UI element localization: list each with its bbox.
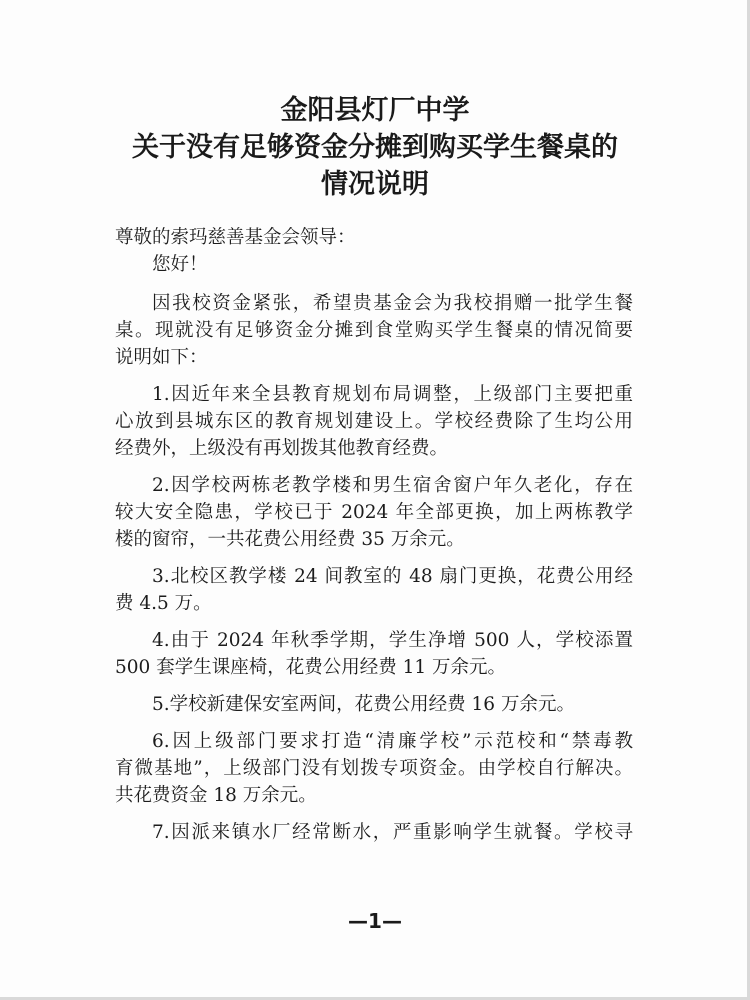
- title-line-subject: 关于没有足够资金分摊到购买学生餐桌的: [132, 132, 618, 163]
- paragraph-item-4: [115, 627, 633, 681]
- paragraph-line: 1.因近年来全县教育规划布局调整，上级部门主要把重: [152, 384, 633, 405]
- paragraph-line: 4.由于 2024 年秋季学期，学生净增 500 人，学校添置: [152, 630, 633, 651]
- salutation: 尊敬的索玛慈善基金会领导：: [115, 227, 356, 248]
- paragraph-item-2: [115, 472, 633, 553]
- title-line-suffix: 情况说明: [321, 169, 429, 200]
- paragraph-line: 桌。现就没有足够资金分摊到食堂购买学生餐桌的情况简要: [115, 320, 633, 341]
- greeting: 您好！: [152, 254, 208, 275]
- paragraph-line: 7.因派来镇水厂经常断水，严重影响学生就餐。学校寻: [152, 822, 633, 843]
- paragraph-line: 因我校资金紧张，希望贵基金会为我校捐赠一批学生餐: [152, 293, 633, 314]
- paragraph-line: 5.学校新建保安室两间，花费公用经费 16 万余元。: [152, 694, 575, 715]
- paragraph-line: 说明如下：: [115, 347, 208, 368]
- paragraph-line: 500 套学生课座椅，花费公用经费 11 万余元。: [115, 657, 506, 678]
- paragraph-line: 较大安全隐患，学校已于 2024 年全部更换，加上两栋教学: [115, 502, 633, 523]
- paragraph-line: 共花费资金 18 万余元。: [115, 785, 317, 806]
- paragraph-item-6: [115, 728, 633, 809]
- page-number: —1—: [348, 909, 402, 933]
- title-line-school: 金阳县灯厂中学: [280, 95, 470, 126]
- paragraph-line: 2.因学校两栋老教学楼和男生宿舍窗户年久老化，存在: [152, 475, 633, 496]
- paragraph-item-3: [115, 563, 633, 617]
- paragraph-line: 楼的窗帘，一共花费公用经费 35 万余元。: [115, 529, 465, 550]
- paragraph-line: 6.因上级部门要求打造“清廉学校”示范校和“禁毒教: [152, 731, 633, 752]
- paragraph-line: 心放到县城东区的教育规划建设上。学校经费除了生均公用: [115, 411, 633, 432]
- document-title: [0, 92, 750, 203]
- paragraph-item-1: [115, 381, 633, 462]
- paragraph-intro: [115, 290, 633, 371]
- paragraph-line: 育微基地”，上级部门没有划拨专项资金。由学校自行解决。: [115, 758, 633, 779]
- document-body: [115, 224, 633, 846]
- paragraph-line: 费 4.5 万。: [115, 593, 212, 614]
- paragraph-item-5: [115, 691, 633, 718]
- paragraph-item-7: [115, 819, 633, 846]
- paragraph-line: 经费外，上级没有再划拨其他教育经费。: [115, 438, 449, 459]
- paragraph-line: 3.北校区教学楼 24 间教室的 48 扇门更换，花费公用经: [152, 566, 633, 587]
